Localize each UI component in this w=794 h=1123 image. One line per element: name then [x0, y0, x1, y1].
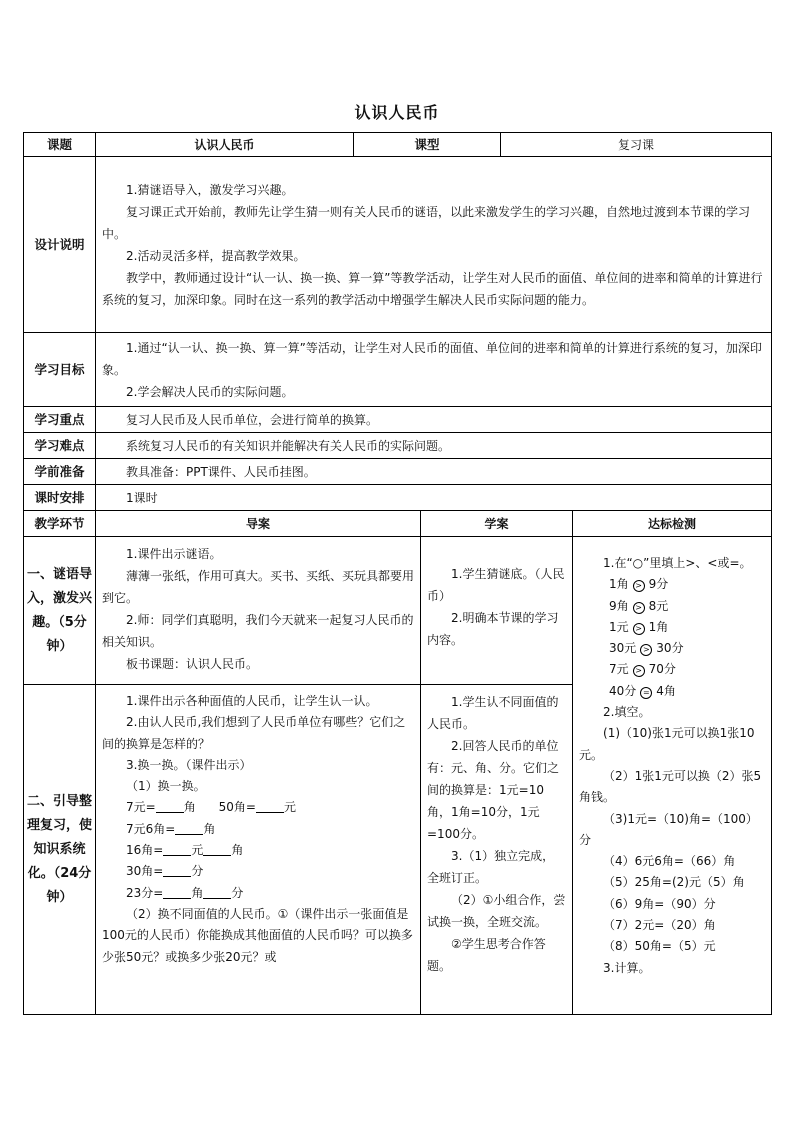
comparison-item [579, 596, 765, 617]
goals-row [24, 333, 772, 407]
study-line: 2.回答人民币的单位有：元、角、分。它们之间的换算是：1元=10角，1角=10分，1元=100分。 [427, 739, 560, 841]
cmp-left: 1角 [609, 577, 629, 592]
answer-blank[interactable] [163, 884, 191, 899]
exercise-line: 7元= 角 50角= 元 [126, 800, 296, 815]
exercise-line: 16角= 元 角 [126, 843, 244, 858]
cmp-left: 9角 [609, 598, 629, 613]
fill-item: (1)（10)张1元可以换1张10元。 [579, 726, 755, 762]
answer-blank[interactable] [203, 841, 231, 856]
preparation-row [24, 459, 772, 485]
difficulties-label: 学习难点 [24, 433, 96, 459]
compare-circle-icon: > [633, 665, 645, 677]
cmp-right: 4角 [656, 683, 676, 698]
stage1-row [24, 537, 772, 685]
topic-value: 认识人民币 [96, 133, 354, 157]
cmp-right: 1角 [648, 619, 669, 634]
guide-line: 1.课件出示谜语。 [126, 547, 222, 561]
stage1-study [421, 537, 573, 685]
compare-circle-icon: = [640, 687, 652, 699]
study-line: 3.（1）独立完成，全班订正。 [427, 849, 555, 885]
goal-line: 1.通过“认一认、换一换、算一算”等活动，让学生对人民币的面值、单位间的进率和简单的计算进行系统的复习，加深印象。 [102, 340, 762, 377]
check-q2: 2.填空。 [603, 705, 651, 720]
guide-line: 1.课件出示各种面值的人民币，让学生认一认。 [126, 694, 378, 708]
design-line: 2.活动灵活多样，提高教学效果。 [126, 248, 306, 263]
goals-content [96, 333, 772, 407]
schedule-value: 1课时 [96, 485, 772, 511]
columns-header-row [24, 511, 772, 537]
cmp-right: 30分 [656, 641, 684, 656]
comparison-item [579, 574, 765, 595]
fill-item: （2）1张1元可以换（2）张5角钱。 [579, 768, 762, 805]
answer-blank[interactable] [203, 884, 231, 899]
goals-label: 学习目标 [24, 333, 96, 407]
col-guide: 导案 [96, 511, 421, 537]
stage2-guide [96, 685, 421, 1015]
fill-item: （8）50角=（5）元 [603, 939, 716, 954]
guide-line: 薄薄一张纸，作用可真大。买书、买纸、买玩具都要用到它。 [102, 569, 415, 605]
design-row [24, 157, 772, 333]
comparison-item [579, 659, 765, 680]
study-line: （2）①小组合作，尝试换一换，全班交流。 [427, 893, 566, 929]
stage1-label: 一、谜语导入，激发兴趣。（5分钟） [24, 537, 96, 685]
compare-circle-icon: > [640, 644, 652, 656]
col-check: 达标检测 [573, 511, 772, 537]
col-stage: 教学环节 [24, 511, 96, 537]
fill-item: （4）6元6角=（66）角 [603, 854, 736, 869]
comparison-item [579, 617, 765, 638]
compare-circle-icon: > [633, 580, 645, 592]
guide-line: 板书课题：认识人民币。 [126, 657, 259, 671]
design-content [96, 157, 772, 333]
page-title: 认识人民币 [354, 103, 440, 122]
fill-item: （3)1元=（10)角=（100）分 [579, 811, 758, 847]
cmp-right: 9分 [648, 577, 669, 592]
comparison-item [579, 638, 765, 659]
comparison-item [579, 681, 765, 702]
key-points-row [24, 407, 772, 433]
goal-line: 2.学会解决人民币的实际问题。 [126, 384, 294, 399]
type-value: 复习课 [501, 133, 772, 157]
study-line: 1.学生猜谜底。（人民币） [427, 567, 565, 603]
schedule-row [24, 485, 772, 511]
study-line: 2.明确本节课的学习内容。 [427, 611, 559, 647]
col-study: 学案 [421, 511, 573, 537]
topic-label: 课题 [24, 133, 96, 157]
fill-item: （6）9角=（90）分 [603, 896, 716, 911]
study-line: ②学生思考合作答题。 [427, 937, 546, 973]
answer-blank[interactable] [163, 862, 191, 877]
cmp-left: 7元 [609, 662, 629, 677]
cmp-right: 8元 [648, 598, 669, 613]
schedule-label: 课时安排 [24, 485, 96, 511]
check-q3: 3.计算。 [603, 960, 651, 975]
guide-line: （2）换不同面值的人民币。①（课件出示一张面值是100元的人民币）你能换成其他面值的人民币吗？可以换多少张50元？或换多少张20元？或 [102, 906, 413, 964]
lesson-table-wrap [23, 132, 771, 1015]
fill-item: （7）2元=（20）角 [603, 918, 716, 933]
key-points-label: 学习重点 [24, 407, 96, 433]
design-line: 教学中，教师通过设计“认一认、换一换、算一算”等教学活动，让学生对人民币的面值、单位间的进率和简单的计算进行系统的复习，加深印象。同时在这一系列的教学活动中增强学生解决人民币实际问题的能力。 [102, 270, 763, 307]
difficulties-row [24, 433, 772, 459]
answer-blank[interactable] [163, 841, 191, 856]
check-cell [573, 537, 772, 1015]
stage2-label: 二、引导整理复习，使知识系统化。（24分钟） [24, 685, 96, 1015]
design-label: 设计说明 [24, 157, 96, 333]
answer-blank[interactable] [256, 798, 284, 813]
cmp-left: 30元 [609, 641, 637, 656]
guide-line: 2.师：同学们真聪明，我们今天就来一起复习人民币的相关知识。 [102, 613, 414, 649]
stage1-guide [96, 537, 421, 685]
lesson-plan-table [23, 132, 772, 1015]
answer-blank[interactable] [175, 820, 203, 835]
study-line: 1.学生认不同面值的人民币。 [427, 695, 559, 731]
exercise-line: 30角= 分 [126, 864, 204, 879]
info-row [24, 133, 772, 157]
preparation-label: 学前准备 [24, 459, 96, 485]
compare-circle-icon: > [633, 602, 645, 614]
cmp-left: 1元 [609, 619, 629, 634]
type-label: 课型 [354, 133, 501, 157]
cmp-left: 40分 [609, 683, 637, 698]
key-points-value: 复习人民币及人民币单位，会进行简单的换算。 [96, 407, 772, 433]
stage2-study [421, 685, 573, 1015]
check-q1: 1.在“○”里填上>、<或=。 [603, 556, 752, 570]
exercise-line: 7元6角= 角 [126, 821, 216, 836]
guide-line: （1）换一换。 [126, 779, 206, 794]
cmp-right: 70分 [648, 662, 676, 677]
compare-circle-icon: > [633, 623, 645, 635]
exercise-line: 23分= 角 分 [126, 885, 244, 900]
fill-item: （5）25角=(2)元（5）角 [603, 875, 745, 890]
preparation-value: 教具准备：PPT课件、人民币挂图。 [96, 459, 772, 485]
difficulties-value: 系统复习人民币的有关知识并能解决有关人民币的实际问题。 [96, 433, 772, 459]
answer-blank[interactable] [156, 798, 184, 813]
guide-line: 3.换一换。（课件出示） [126, 757, 252, 772]
design-line: 1.猜谜语导入，激发学习兴趣。 [126, 182, 294, 197]
guide-line: 2.由认人民币,我们想到了人民币单位有哪些？它们之间的换算是怎样的？ [102, 715, 406, 751]
design-line: 复习课正式开始前，教师先让学生猜一则有关人民币的谜语，以此来激发学生的学习兴趣，自然地过渡到本节课的学习中。 [102, 204, 751, 241]
